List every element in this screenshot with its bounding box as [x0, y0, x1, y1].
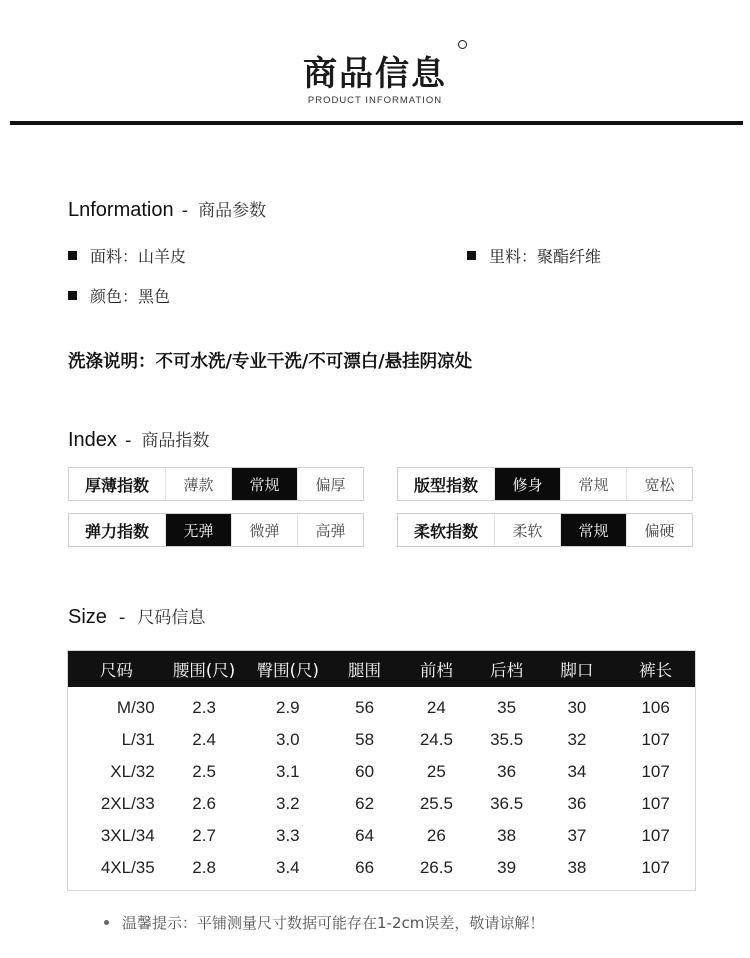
- lining-label: 里料：: [489, 247, 538, 266]
- information-title-cn: 商品参数: [198, 201, 267, 221]
- softness-option-stiff: 偏硬: [626, 514, 692, 546]
- header-front-rise: 前档: [419, 661, 453, 680]
- fit-option-loose: 宽松: [626, 468, 692, 500]
- cell-hem: 38: [567, 858, 587, 877]
- cell-length: 107: [641, 794, 670, 813]
- size-title-dash: -: [118, 607, 126, 628]
- information-title-en: Lnformation: [68, 199, 174, 221]
- cell-hip: 3.0: [276, 730, 300, 749]
- cell-hem: 36: [567, 794, 587, 813]
- fabric-label: 面料：: [90, 247, 139, 266]
- size-title-en: Size: [68, 606, 107, 628]
- color-value: 黑色: [138, 287, 171, 306]
- header-thigh: 腿围: [348, 661, 382, 680]
- cell-hem: 37: [567, 826, 587, 845]
- cell-length: 107: [641, 762, 670, 781]
- cell-thigh: 58: [355, 730, 375, 749]
- index-title-cn: 商品指数: [141, 431, 210, 451]
- elasticity-option-high: 高弹: [297, 514, 363, 546]
- cell-hem: 32: [567, 730, 587, 749]
- cell-waist: 2.8: [192, 858, 216, 877]
- cell-thigh: 56: [355, 698, 375, 717]
- cell-thigh: 60: [355, 762, 375, 781]
- cell-size: 4XL/35: [100, 858, 155, 877]
- softness-index: [397, 513, 693, 547]
- elasticity-option-none: 无弹: [165, 514, 231, 546]
- cell-back-rise: 38: [497, 826, 517, 845]
- bullet-dot-icon: [104, 920, 109, 925]
- header-hem: 脚口: [560, 661, 594, 680]
- measurement-tip-text: 温馨提示：平铺测量尺寸数据可能存在1-2cm误差，敬请谅解！: [122, 914, 545, 932]
- softness-index-label: 柔软指数: [413, 521, 478, 541]
- fabric-item: [68, 244, 186, 267]
- page-title: 商品信息: [303, 54, 447, 94]
- lining-value: 聚酯纤维: [537, 247, 602, 266]
- cell-size: L/31: [121, 730, 155, 749]
- cell-back-rise: 36: [497, 762, 517, 781]
- cell-back-rise: 39: [497, 858, 517, 877]
- header-waist: 腰围(尺): [172, 661, 236, 680]
- table-row: [68, 724, 695, 756]
- cell-waist: 2.7: [192, 826, 216, 845]
- cell-thigh: 62: [355, 794, 375, 813]
- table-row: [68, 788, 695, 820]
- degree-circle-icon: [458, 40, 467, 49]
- header-size: 尺码: [99, 661, 133, 680]
- cell-front-rise: 26.5: [419, 858, 453, 877]
- cell-hem: 30: [567, 698, 587, 717]
- square-bullet-icon: [467, 251, 476, 260]
- cell-length: 107: [641, 730, 670, 749]
- cell-waist: 2.3: [192, 698, 216, 717]
- cell-thigh: 66: [355, 858, 375, 877]
- cell-hip: 3.1: [276, 762, 300, 781]
- cell-back-rise: 35.5: [490, 730, 524, 749]
- cell-length: 106: [641, 698, 670, 717]
- table-row: [68, 852, 695, 884]
- softness-option-soft: 柔软: [494, 514, 560, 546]
- page-subtitle: PRODUCT INFORMATION: [307, 95, 443, 106]
- wash-value: 不可水洗/专业干洗/不可漂白/悬挂阴凉处: [155, 352, 473, 372]
- square-bullet-icon: [68, 251, 77, 260]
- header-hip: 臀围(尺): [256, 661, 319, 680]
- thickness-option-thin: 薄款: [165, 468, 231, 500]
- thickness-index: [68, 467, 364, 501]
- cell-size: 2XL/33: [100, 794, 155, 813]
- measurement-tip: [104, 912, 544, 933]
- cell-front-rise: 24.5: [419, 730, 453, 749]
- cell-thigh: 64: [355, 826, 375, 845]
- thickness-option-thick: 偏厚: [297, 468, 363, 500]
- size-section-title: [68, 603, 205, 629]
- index-title-en: Index: [68, 429, 117, 451]
- thickness-option-regular: 常规: [231, 468, 297, 500]
- fit-option-regular: 常规: [560, 468, 626, 500]
- cell-size: 3XL/34: [100, 826, 155, 845]
- fit-index: [397, 467, 693, 501]
- elasticity-option-slight: 微弹: [231, 514, 297, 546]
- square-bullet-icon: [68, 291, 77, 300]
- wash-instructions: [68, 348, 472, 373]
- header-back-rise: 后档: [490, 661, 524, 680]
- cell-back-rise: 35: [497, 698, 517, 717]
- cell-length: 107: [641, 858, 670, 877]
- table-row: [68, 820, 695, 852]
- cell-hem: 34: [567, 762, 587, 781]
- header-divider: [10, 121, 743, 125]
- information-title-dash: -: [181, 200, 189, 221]
- cell-waist: 2.6: [192, 794, 216, 813]
- wash-label: 洗涤说明：: [68, 352, 156, 372]
- softness-option-regular: 常规: [560, 514, 626, 546]
- index-title-dash: -: [124, 430, 132, 451]
- cell-hip: 3.4: [276, 858, 300, 877]
- cell-hip: 3.2: [276, 794, 300, 813]
- cell-front-rise: 24: [426, 698, 446, 717]
- fit-index-label: 版型指数: [413, 475, 478, 495]
- cell-waist: 2.5: [192, 762, 216, 781]
- index-section-title: [68, 426, 209, 452]
- table-row: [68, 692, 695, 724]
- elasticity-index: [68, 513, 364, 547]
- cell-size: M/30: [116, 698, 155, 717]
- fabric-value: 山羊皮: [138, 247, 187, 266]
- fit-option-slim: 修身: [494, 468, 560, 500]
- cell-front-rise: 26: [426, 826, 446, 845]
- thickness-index-label: 厚薄指数: [84, 475, 149, 495]
- color-label: 颜色：: [90, 287, 139, 306]
- table-row: [68, 756, 695, 788]
- cell-front-rise: 25: [426, 762, 446, 781]
- cell-hip: 3.3: [276, 826, 300, 845]
- lining-item: [467, 244, 601, 267]
- information-section-title: [68, 196, 266, 222]
- cell-hip: 2.9: [276, 698, 300, 717]
- cell-back-rise: 36.5: [490, 794, 524, 813]
- header-length: 裤长: [639, 661, 673, 680]
- size-table-header: [68, 651, 695, 687]
- size-title-cn: 尺码信息: [137, 608, 206, 628]
- size-table: [67, 650, 696, 891]
- elasticity-index-label: 弹力指数: [84, 521, 149, 541]
- size-table-body: [68, 687, 695, 884]
- cell-waist: 2.4: [192, 730, 216, 749]
- cell-front-rise: 25.5: [419, 794, 453, 813]
- color-item: [68, 284, 170, 307]
- cell-size: XL/32: [110, 762, 155, 781]
- cell-length: 107: [641, 826, 670, 845]
